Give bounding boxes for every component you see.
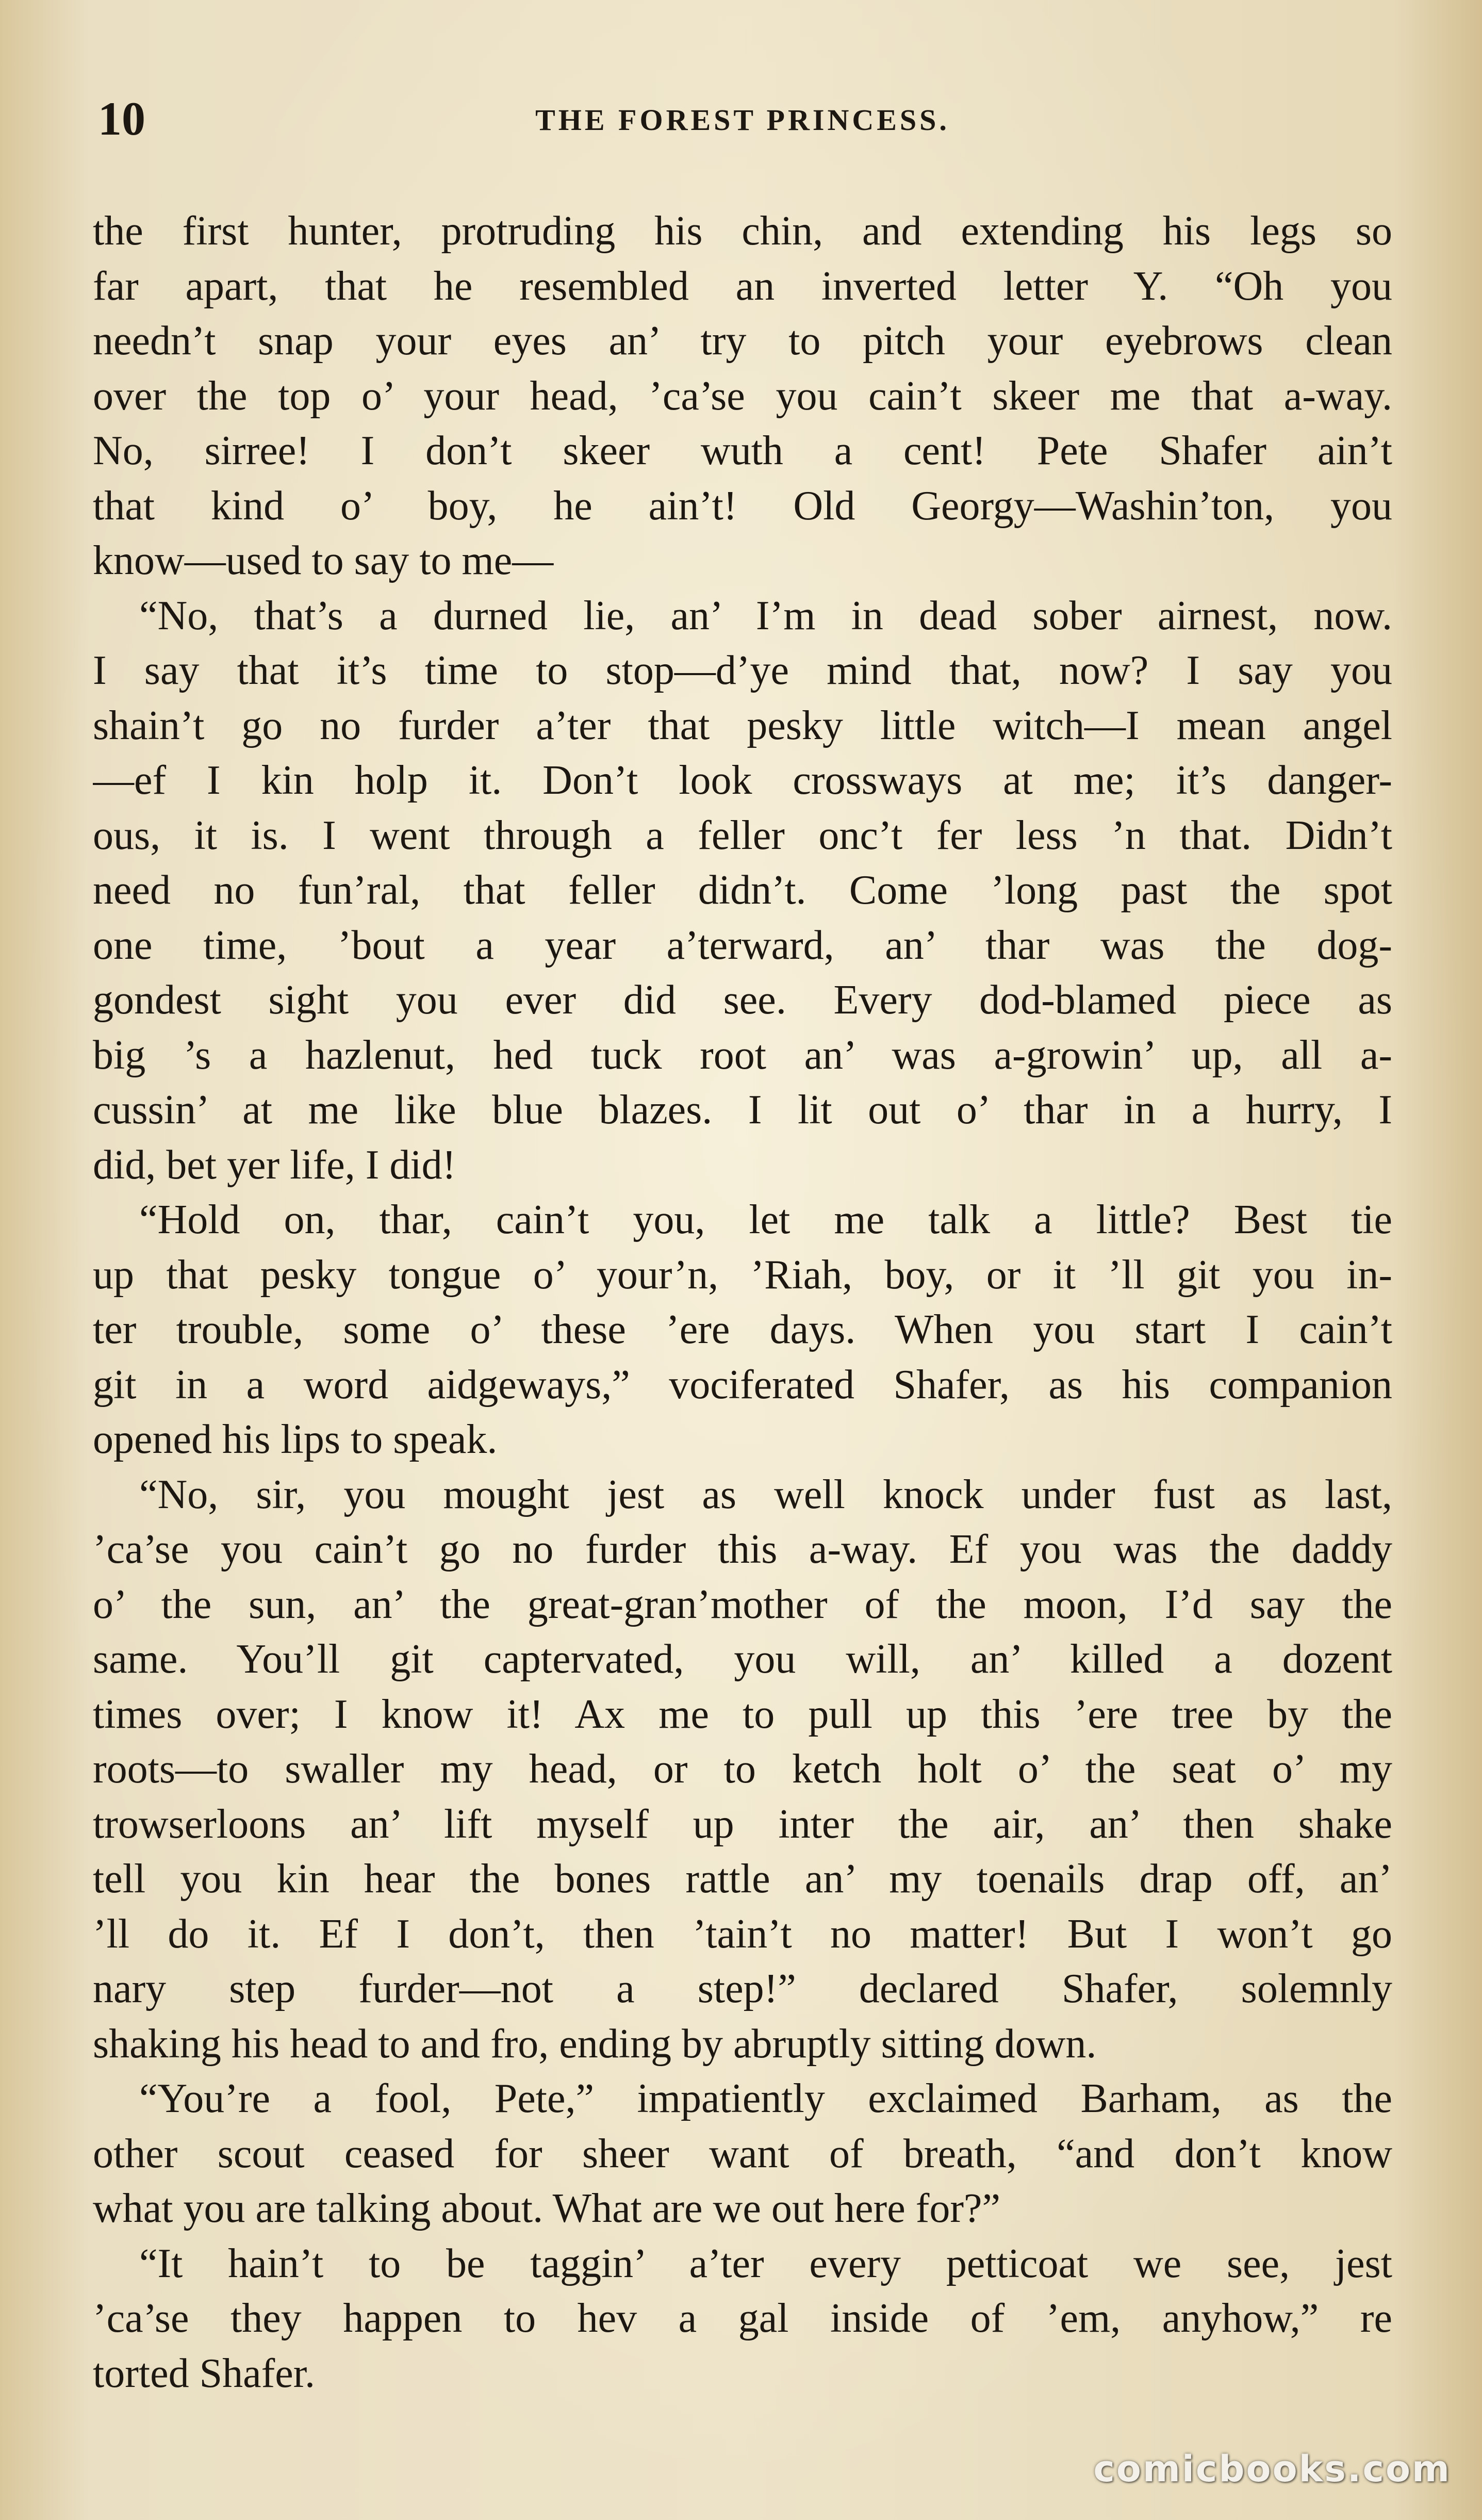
text-line: ous, it is. I went through a feller onc’t fer less ’n that. Didn’t (93, 812, 1392, 858)
running-title: THE FOREST PRINCESS. (535, 103, 950, 137)
text-line: up that pesky tongue o’ your’n, ’Riah, boy, or it ’ll git you in- (93, 1252, 1392, 1298)
text-line: roots—to swaller my head, or to ketch holt o’ the seat o’ my (93, 1746, 1392, 1792)
text-line: I say that it’s time to stop—d’ye mind that, now? I say you (93, 648, 1392, 693)
text-line: what you are talking about. What are we out here for?” (93, 2186, 1000, 2231)
text-line: know—used to say to me— (93, 538, 554, 583)
page-number: 10 (98, 92, 145, 145)
text-line: times over; I know it! Ax me to pull up this ’ere tree by the (93, 1691, 1392, 1737)
text-line: —ef I kin holp it. Don’t look crossways at me; it’s danger- (93, 758, 1392, 803)
text-line: opened his lips to speak. (93, 1417, 498, 1462)
text-line: big ’s a hazlenut, hed tuck root an’ was a-growin’ up, all a- (93, 1032, 1392, 1078)
text-line: the first hunter, protruding his chin, and extending his legs so (93, 208, 1392, 254)
text-line: same. You’ll git captervated, you will, an’ killed a dozent (93, 1637, 1392, 1682)
text-line: o’ the sun, an’ the great-gran’mother of the moon, I’d say the (93, 1581, 1392, 1627)
text-line: git in a word aidgeways,” vociferated Shafer, as his companion (93, 1362, 1392, 1408)
text-line: ’ca’se you cain’t go no furder this a-way. Ef you was the daddy (93, 1527, 1392, 1572)
watermark: comicbooks.com (1093, 2448, 1451, 2490)
text-line: tell you kin hear the bones rattle an’ my toenails drap off, an’ (93, 1856, 1392, 1902)
text-line: “No, that’s a durned lie, an’ I’m in dead sober airnest, now. (139, 593, 1392, 639)
text-line: over the top o’ your head, ’ca’se you cain’t skeer me that a-way. (93, 373, 1392, 419)
text-line: one time, ’bout a year a’terward, an’ thar was the dog- (93, 922, 1392, 968)
body-text (93, 204, 1392, 2401)
text-line: ’ll do it. Ef I don’t, then ’tain’t no matter! But I won’t go (93, 1911, 1392, 1957)
text-line: far apart, that he resembled an inverted letter Y. “Oh you (93, 263, 1392, 309)
text-line: ter trouble, some o’ these ’ere days. When you start I cain’t (93, 1307, 1392, 1352)
text-line: did, bet yer life, I did! (93, 1142, 456, 1188)
text-line: “You’re a fool, Pete,” impatiently exclaimed Barham, as the (139, 2076, 1392, 2121)
text-line: need no fun’ral, that feller didn’t. Come ’long past the spot (93, 868, 1392, 913)
text-line: “It hain’t to be taggin’ a’ter every petticoat we see, jest (139, 2240, 1392, 2286)
text-line: trowserloons an’ lift myself up inter the air, an’ then shake (93, 1801, 1392, 1847)
text-line: that kind o’ boy, he ain’t! Old Georgy—Washin’ton, you (93, 483, 1392, 529)
text-line: other scout ceased for sheer want of breath, “and don’t know (93, 2131, 1392, 2177)
text-line: No, sirree! I don’t skeer wuth a cent! Pete Shafer ain’t (93, 428, 1392, 473)
text-line: ’ca’se they happen to hev a gal inside of ’em, anyhow,” re (93, 2296, 1392, 2341)
text-line: nary step furder—not a step!” declared Shafer, solemnly (93, 1966, 1392, 2011)
text-line: gondest sight you ever did see. Every dod-blamed piece as (93, 977, 1392, 1023)
text-line: shaking his head to and fro, ending by abruptly sitting down. (93, 2021, 1097, 2067)
page-header (98, 90, 1387, 147)
text-line: shain’t go no furder a’ter that pesky little witch—I mean angel (93, 702, 1392, 748)
text-line: “Hold on, thar, cain’t you, let me talk a little? Best tie (139, 1197, 1392, 1242)
text-line: needn’t snap your eyes an’ try to pitch your eyebrows clean (93, 318, 1392, 364)
text-line: “No, sir, you mought jest as well knock under fust as last, (139, 1471, 1392, 1517)
text-line: torted Shafer. (93, 2350, 315, 2396)
text-line: cussin’ at me like blue blazes. I lit out o’ thar in a hurry, I (93, 1087, 1392, 1133)
